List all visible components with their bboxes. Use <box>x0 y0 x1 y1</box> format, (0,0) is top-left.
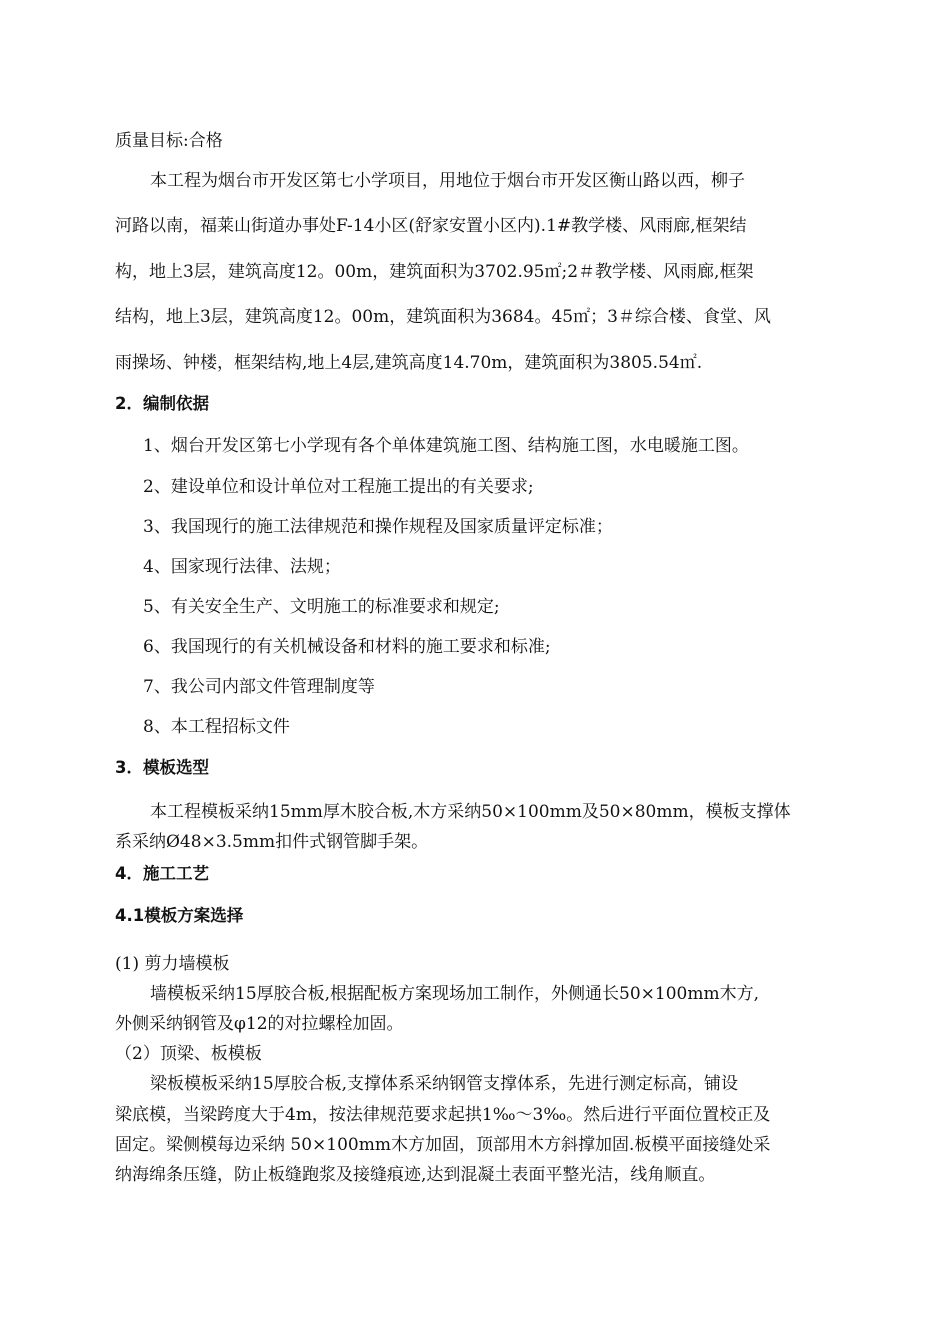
basis-item-6: 6、我国现行的有关机械设备和材料的施工要求和标准; <box>143 637 551 657</box>
basis-item-8: 8、本工程招标文件 <box>143 717 290 737</box>
beam-formwork-line-1: 梁板模板采纳15厚胶合板,支撑体系采纳钢管支撑体系，先进行测定标高，铺设 <box>150 1074 739 1094</box>
overview-line-2: 河路以南，福莱山街道办事处F-14小区(舒家安置小区内).1#教学楼、风雨廊,框架结 <box>115 216 747 236</box>
overview-line-1: 本工程为烟台市开发区第七小学项目，用地位于烟台市开发区衡山路以西，柳子 <box>150 171 745 191</box>
wall-formwork-line-2: 外侧采纳钢管及φ12的对拉螺栓加固。 <box>115 1014 404 1034</box>
basis-item-3: 3、我国现行的施工法律规范和操作规程及国家质量评定标准； <box>143 517 613 537</box>
wall-formwork-line-1: 墙模板采纳15厚胶合板,根据配板方案现场加工制作，外侧通长50×100mm木方, <box>150 984 760 1004</box>
beam-formwork-title: （2）顶梁、板模板 <box>115 1044 262 1064</box>
basis-item-7: 7、我公司内部文件管理制度等 <box>143 677 375 697</box>
beam-formwork-line-2: 梁底模，当梁跨度大于4m，按法律规范要求起拱1‰～3‰。然后进行平面位置校正及 <box>115 1105 771 1125</box>
beam-formwork-line-4: 纳海绵条压缝，防止板缝跑浆及接缝痕迹,达到混凝土表面平整光洁，线角顺直。 <box>115 1165 716 1185</box>
wall-formwork-title: (1) 剪力墙模板 <box>115 954 230 974</box>
overview-line-3: 构，地上3层，建筑高度12。00m，建筑面积为3702.95㎡;2＃教学楼、风雨廊,框架 <box>115 262 754 282</box>
basis-item-2: 2、建设单位和设计单位对工程施工提出的有关要求; <box>143 477 534 497</box>
overview-line-4: 结构，地上3层，建筑高度12。00m，建筑面积为3684。45㎡；3＃综合楼、食堂、风 <box>115 307 771 327</box>
quality-target: 质量目标:合格 <box>115 131 223 151</box>
section-3-heading: 3．模板选型 <box>115 758 209 777</box>
basis-item-5: 5、有关安全生产、文明施工的标准要求和规定; <box>143 597 500 617</box>
beam-formwork-line-3: 固定。梁侧模每边采纳 50×100mm木方加固，顶部用木方斜撑加固.板模平面接缝处采 <box>115 1135 771 1155</box>
formwork-line-2: 系采纳Ø48×3.5mm扣件式钢管脚手架。 <box>115 832 429 852</box>
basis-item-1: 1、烟台开发区第七小学现有各个单体建筑施工图、结构施工图，水电暖施工图。 <box>143 436 749 456</box>
section-4-heading: 4．施工工艺 <box>115 864 209 883</box>
formwork-line-1: 本工程模板采纳15mm厚木胶合板,木方采纳50×100mm及50×80mm，模板支撑体 <box>150 802 791 822</box>
section-4-1-heading: 4.1模板方案选择 <box>115 906 244 925</box>
overview-line-5: 雨操场、钟楼，框架结构,地上4层,建筑高度14.70m，建筑面积为3805.54㎡. <box>115 353 703 373</box>
basis-item-4: 4、国家现行法律、法规； <box>143 557 341 577</box>
section-2-heading: 2．编制依据 <box>115 394 209 413</box>
